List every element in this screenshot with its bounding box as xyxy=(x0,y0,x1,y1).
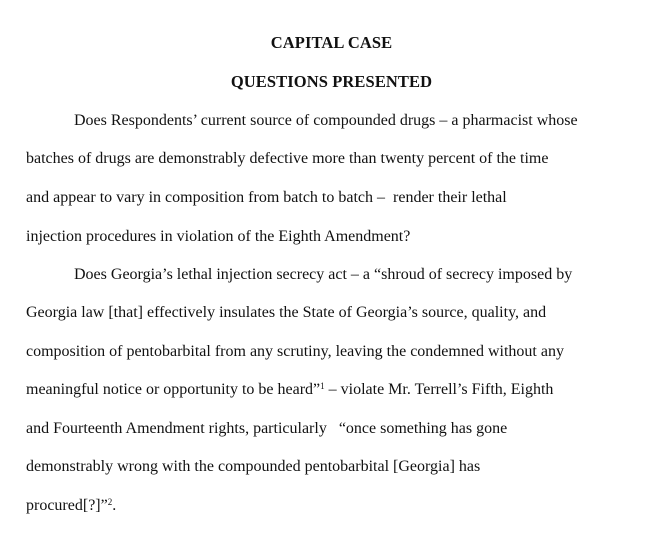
question1-line: Does Respondents’ current source of compounded drugs – a pharmacist whose xyxy=(74,112,578,129)
capital-case-heading: CAPITAL CASE xyxy=(270,33,393,52)
question2-line: Georgia law [that] effectively insulates the State of Georgia’s source, quality, and xyxy=(26,304,547,321)
question2-text: procured[?]” xyxy=(26,497,108,514)
question2-line: and Fourteenth Amendment rights, particularly “once something has gone xyxy=(26,420,508,437)
question2-text: . xyxy=(112,497,117,514)
question2-line xyxy=(26,380,553,400)
questions-presented-heading: QUESTIONS PRESENTED xyxy=(230,72,433,91)
question2-line: composition of pentobarbital from any scrutiny, leaving the condemned without any xyxy=(26,343,564,360)
footnote-ref-2[interactable]: 2 xyxy=(107,497,113,507)
question1-line: batches of drugs are demonstrably defective more than twenty percent of the time xyxy=(26,150,549,167)
question2-line: demonstrably wrong with the compounded pentobarbital [Georgia] has xyxy=(26,458,481,475)
question1-line: injection procedures in violation of the Eighth Amendment? xyxy=(26,228,411,245)
question1-line: and appear to vary in composition from batch to batch – render their lethal xyxy=(26,189,507,206)
footnote-ref-1[interactable]: 1 xyxy=(320,381,325,391)
question2-line: Does Georgia’s lethal injection secrecy act – a “shroud of secrecy imposed by xyxy=(74,266,573,283)
question2-text: meaningful notice or opportunity to be heard” xyxy=(26,381,321,398)
question2-line xyxy=(26,496,116,516)
question2-text: – violate Mr. Terrell’s Fifth, Eighth xyxy=(324,381,554,398)
